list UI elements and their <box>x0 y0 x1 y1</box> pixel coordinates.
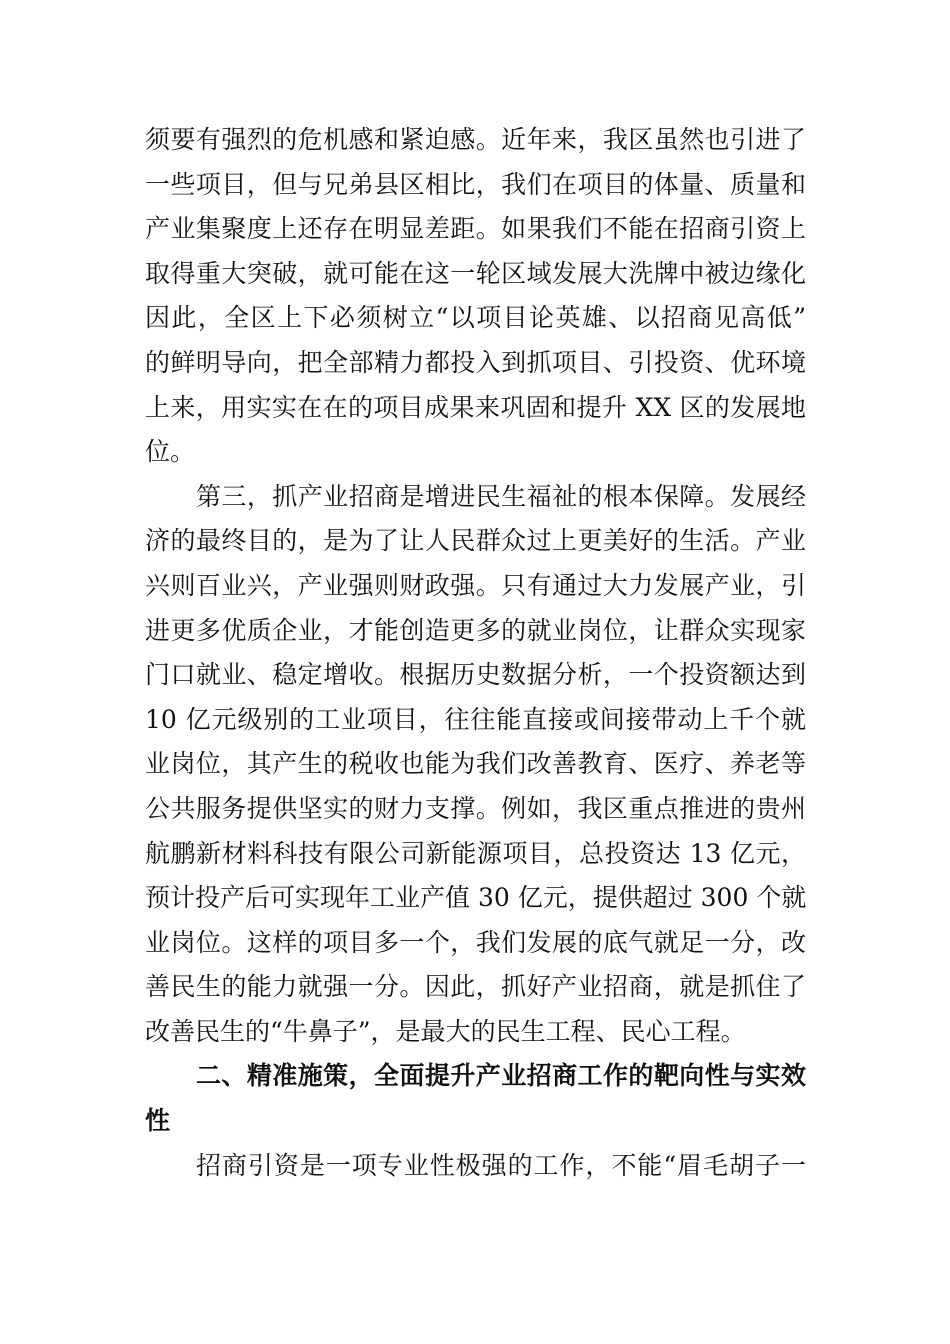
text-line: 门口就业、稳定增收。根据历史数据分析，一个投资额达到 <box>145 660 806 690</box>
section-heading <box>145 1054 806 1143</box>
text-line: 性 <box>145 1106 171 1136</box>
text-line: 第三，抓产业招商是增进民生福祉的根本保障。发展经 <box>196 481 806 511</box>
text-line: 航鹏新材料科技有限公司新能源项目，总投资达 13 亿元， <box>145 838 806 868</box>
body-paragraph <box>145 1144 806 1189</box>
text-line: 须要有强烈的危机感和紧迫感。近年来，我区虽然也引进了 <box>145 125 806 154</box>
text-line: 预计投产后可实现年工业产值 30 亿元，提供超过 300 个就 <box>145 883 807 913</box>
text-line: 善民生的能力就强一分。因此，抓好产业招商，就是抓住了 <box>145 972 806 1002</box>
text-line: 进更多优质企业，才能创造更多的就业岗位，让群众实现家 <box>145 615 806 645</box>
text-line: 公共服务提供坚实的财力支撑。例如，我区重点推进的贵州 <box>145 793 806 823</box>
body-paragraph <box>145 118 806 475</box>
text-line: 招商引资是一项专业性极强的工作，不能“眉毛胡子一 <box>196 1150 806 1180</box>
text-line: 10 亿元级别的工业项目，往往能直接或间接带动上千个就 <box>145 704 806 734</box>
text-line: 改善民生的“牛鼻子”，是最大的民生工程、民心工程。 <box>145 1016 746 1046</box>
body-paragraph <box>145 475 806 1055</box>
text-line: 位。 <box>145 437 196 467</box>
text-line: 取得重大突破，就可能在这一轮区域发展大洗牌中被边缘化 <box>145 258 806 288</box>
text-line: 二、精准施策，全面提升产业招商工作的靶向性与实效 <box>196 1061 806 1091</box>
text-line: 业岗位。这样的项目多一个，我们发展的底气就足一分，改 <box>145 927 806 957</box>
document-page <box>145 118 806 1188</box>
text-line: 一些项目，但与兄弟县区相比，我们在项目的体量、质量和 <box>145 169 806 199</box>
text-line: 业岗位，其产生的税收也能为我们改善教育、医疗、养老等 <box>145 749 806 779</box>
text-line: 兴则百业兴，产业强则财政强。只有通过大力发展产业，引 <box>145 570 806 600</box>
text-line: 上来，用实实在在的项目成果来巩固和提升 XX 区的发展地 <box>145 392 806 422</box>
text-line: 产业集聚度上还存在明显差距。如果我们不能在招商引资上 <box>145 214 806 244</box>
text-line: 因此，全区上下必须树立“以项目论英雄、以招商见高低” <box>145 303 806 333</box>
text-line: 济的最终目的，是为了让人民群众过上更美好的生活。产业 <box>145 526 806 556</box>
text-line: 的鲜明导向，把全部精力都投入到抓项目、引投资、优环境 <box>145 347 806 377</box>
